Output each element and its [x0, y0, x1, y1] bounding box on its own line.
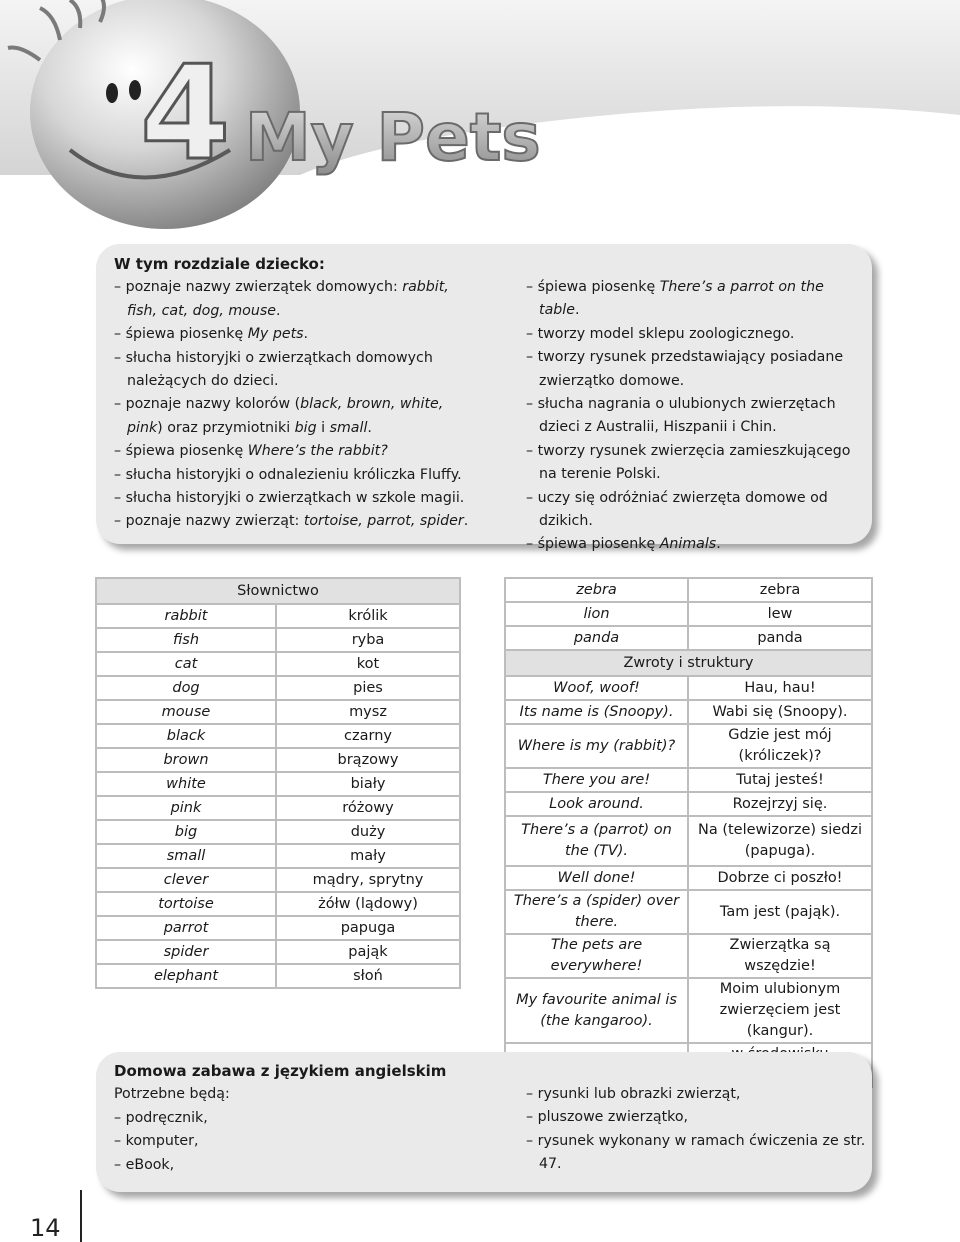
- english-term: clever: [96, 868, 276, 892]
- home-intro: Potrzebne będą:: [114, 1086, 230, 1103]
- table-row: [505, 816, 872, 866]
- table-row: [505, 890, 872, 934]
- list-item-text: rabbit, fish, cat, dog, mouse: [127, 279, 449, 319]
- list-item: [526, 487, 866, 534]
- list-item: [526, 440, 866, 487]
- list-item-text: poznaje nazwy zwierząt:: [125, 513, 304, 530]
- polish-term: Moim ulubionym zwierzęciem jest (kangur).: [688, 978, 872, 1043]
- goals-left-list: [114, 276, 470, 533]
- list-item-text: słucha historyjki o zwierzątkach w szkole magii.: [125, 490, 465, 507]
- table-row: [96, 700, 460, 724]
- table-row: [505, 626, 872, 650]
- table-row: [96, 604, 460, 628]
- list-item-text: uczy się odróżniać zwierzęta domowe od dzikich.: [537, 489, 828, 530]
- vocabulary-table: [95, 577, 461, 989]
- english-term: There you are!: [505, 768, 688, 792]
- table-row: [96, 868, 460, 892]
- list-item-text: big: [294, 419, 317, 436]
- table-row: [96, 820, 460, 844]
- list-item: [114, 487, 470, 510]
- list-item: – podręcznik,: [114, 1107, 494, 1130]
- polish-term: różowy: [276, 796, 460, 820]
- table-row: [96, 748, 460, 772]
- table-row: [505, 978, 872, 1043]
- english-term: elephant: [96, 964, 276, 988]
- list-item-text: .: [716, 536, 721, 553]
- home-right-list: [526, 1083, 872, 1177]
- polish-term: żółw (lądowy): [276, 892, 460, 916]
- goals-heading: W tym rozdziale dziecko:: [114, 255, 325, 273]
- english-term: Well done!: [505, 866, 688, 890]
- list-item: [114, 440, 470, 463]
- english-term: The pets are everywhere!: [505, 934, 688, 978]
- chapter-number: 4: [140, 37, 231, 189]
- home-left-list: [114, 1107, 494, 1177]
- table-row: [505, 866, 872, 890]
- english-term: Woof, woof!: [505, 676, 688, 700]
- list-item-text: i: [316, 419, 330, 436]
- table-row: [96, 628, 460, 652]
- list-item: [526, 533, 866, 556]
- list-item-text: poznaje nazwy zwierzątek domowych:: [125, 279, 403, 296]
- english-term: zebra: [505, 578, 688, 602]
- english-term: cat: [96, 652, 276, 676]
- list-item-text: Where’s the rabbit?: [247, 443, 388, 460]
- list-item: – pluszowe zwierzątko,: [526, 1106, 872, 1129]
- english-term: small: [96, 844, 276, 868]
- table-row: [505, 676, 872, 700]
- polish-term: Zwierzątka są wszędzie!: [688, 934, 872, 978]
- list-item: [114, 510, 470, 533]
- list-item-text: small: [329, 419, 368, 436]
- chapter-header: [0, 0, 960, 245]
- list-item: [526, 393, 866, 440]
- home-left-column: [114, 1060, 494, 1177]
- list-item: [526, 346, 866, 393]
- list-item: [114, 347, 470, 394]
- polish-term: zebra: [688, 578, 872, 602]
- polish-term: Tam jest (pająk).: [688, 890, 872, 934]
- list-item-text: .: [574, 302, 580, 319]
- polish-term: Tutaj jesteś!: [688, 768, 872, 792]
- english-term: panda: [505, 626, 688, 650]
- table-section-header: [505, 650, 872, 676]
- english-term: Look around.: [505, 792, 688, 816]
- home-heading: Domowa zabawa z językiem angielskim: [114, 1062, 447, 1080]
- english-term: Its name is (Snoopy).: [505, 700, 688, 724]
- list-item: – rysunek wykonany w ramach ćwiczenia ze str. 47.: [526, 1130, 872, 1177]
- list-item: [114, 393, 470, 440]
- table-row: [505, 724, 872, 768]
- polish-term: duży: [276, 820, 460, 844]
- english-term: white: [96, 772, 276, 796]
- table-row: [96, 772, 460, 796]
- english-term: brown: [96, 748, 276, 772]
- list-item-text: .: [275, 302, 281, 319]
- polish-term: Gdzie jest mój (króliczek)?: [688, 724, 872, 768]
- table-row: [96, 916, 460, 940]
- table-row: [96, 844, 460, 868]
- structures-table: [504, 577, 873, 1088]
- home-right-column: [526, 1083, 872, 1177]
- polish-term: Rozejrzyj się.: [688, 792, 872, 816]
- english-term: pink: [96, 796, 276, 820]
- list-item-text: black, brown, white, pink: [127, 396, 444, 436]
- table-row: [96, 796, 460, 820]
- polish-term: pies: [276, 676, 460, 700]
- list-item-text: tworzy rysunek przedstawiający posiadane zwierzątko domowe.: [537, 349, 844, 389]
- list-item-text: .: [463, 513, 469, 530]
- list-item: – eBook,: [114, 1154, 494, 1177]
- english-term: Where is my (rabbit)?: [505, 724, 688, 768]
- polish-term: królik: [276, 604, 460, 628]
- polish-term: biały: [276, 772, 460, 796]
- table-row: [505, 934, 872, 978]
- polish-term: Na (telewizorze) siedzi (papuga).: [688, 816, 872, 866]
- table-row: [96, 724, 460, 748]
- table-section-header: [96, 578, 460, 604]
- english-term: mouse: [96, 700, 276, 724]
- list-item-text: słucha historyjki o zwierzątkach domowych należących do dzieci.: [125, 349, 433, 390]
- page-number-divider: [80, 1190, 82, 1242]
- list-item-text: Animals: [659, 536, 717, 553]
- chapter-title: My Pets: [245, 99, 541, 176]
- english-term: dog: [96, 676, 276, 700]
- goals-left-column: [114, 253, 470, 534]
- table-row: [96, 652, 460, 676]
- polish-term: słoń: [276, 964, 460, 988]
- polish-term: Hau, hau!: [688, 676, 872, 700]
- list-item-text: śpiewa piosenkę: [125, 326, 248, 343]
- polish-term: kot: [276, 652, 460, 676]
- section-title: Słownictwo: [96, 578, 460, 604]
- english-term: tortoise: [96, 892, 276, 916]
- polish-term: mały: [276, 844, 460, 868]
- list-item-text: poznaje nazwy kolorów (: [125, 396, 301, 413]
- list-item: [526, 276, 866, 323]
- list-item: [114, 276, 470, 323]
- polish-term: ryba: [276, 628, 460, 652]
- list-item: [114, 323, 470, 346]
- goals-right-list: [526, 276, 866, 557]
- polish-term: Dobrze ci poszło!: [688, 866, 872, 890]
- english-term: fish: [96, 628, 276, 652]
- list-item-text: There’s a parrot on the table: [539, 279, 824, 319]
- polish-term: pająk: [276, 940, 460, 964]
- list-item: [526, 323, 866, 346]
- english-term: There’s a (spider) over there.: [505, 890, 688, 934]
- list-item-text: słucha historyjki o odnalezieniu króliczka Fluffy.: [125, 466, 462, 483]
- table-row: [505, 792, 872, 816]
- table-row: [96, 940, 460, 964]
- english-term: big: [96, 820, 276, 844]
- list-item-text: śpiewa piosenkę: [125, 443, 248, 460]
- polish-term: Wabi się (Snoopy).: [688, 700, 872, 724]
- list-item-text: My pets: [247, 326, 304, 343]
- english-term: My favourite animal is (the kangaroo).: [505, 978, 688, 1043]
- table-row: [505, 602, 872, 626]
- section-title: Zwroty i struktury: [505, 650, 872, 676]
- list-item-text: .: [303, 326, 309, 343]
- list-item-text: tortoise, parrot, spider: [303, 513, 464, 530]
- table-row: [96, 892, 460, 916]
- english-term: lion: [505, 602, 688, 626]
- english-term: rabbit: [96, 604, 276, 628]
- polish-term: mysz: [276, 700, 460, 724]
- list-item-text: śpiewa piosenkę: [537, 279, 660, 295]
- list-item-text: tworzy model sklepu zoologicznego.: [537, 325, 795, 342]
- english-term: parrot: [96, 916, 276, 940]
- list-item-text: śpiewa piosenkę: [537, 536, 660, 553]
- list-item-text: tworzy rysunek zwierzęcia zamieszkującego na terenie Polski.: [537, 442, 851, 483]
- list-item: – rysunki lub obrazki zwierząt,: [526, 1083, 872, 1106]
- table-row: [96, 676, 460, 700]
- polish-term: czarny: [276, 724, 460, 748]
- polish-term: papuga: [276, 916, 460, 940]
- polish-term: lew: [688, 602, 872, 626]
- table-row: [505, 768, 872, 792]
- english-term: There’s a (parrot) on the (TV).: [505, 816, 688, 866]
- polish-term: panda: [688, 626, 872, 650]
- list-item: – komputer,: [114, 1130, 494, 1153]
- chapter-header-art: [0, 0, 960, 245]
- english-term: black: [96, 724, 276, 748]
- table-row: [96, 964, 460, 988]
- list-item-text: .: [367, 419, 372, 436]
- list-item: [114, 464, 470, 487]
- goals-right-column: [526, 276, 866, 557]
- polish-term: mądry, sprytny: [276, 868, 460, 892]
- english-term: spider: [96, 940, 276, 964]
- page-number: 14: [30, 1214, 61, 1242]
- list-item-text: ) oraz przymiotniki: [157, 419, 295, 436]
- table-row: [505, 700, 872, 724]
- table-row: [505, 578, 872, 602]
- polish-term: brązowy: [276, 748, 460, 772]
- list-item-text: słucha nagrania o ulubionych zwierzętach dzieci z Australii, Hiszpanii i Chin.: [537, 396, 836, 436]
